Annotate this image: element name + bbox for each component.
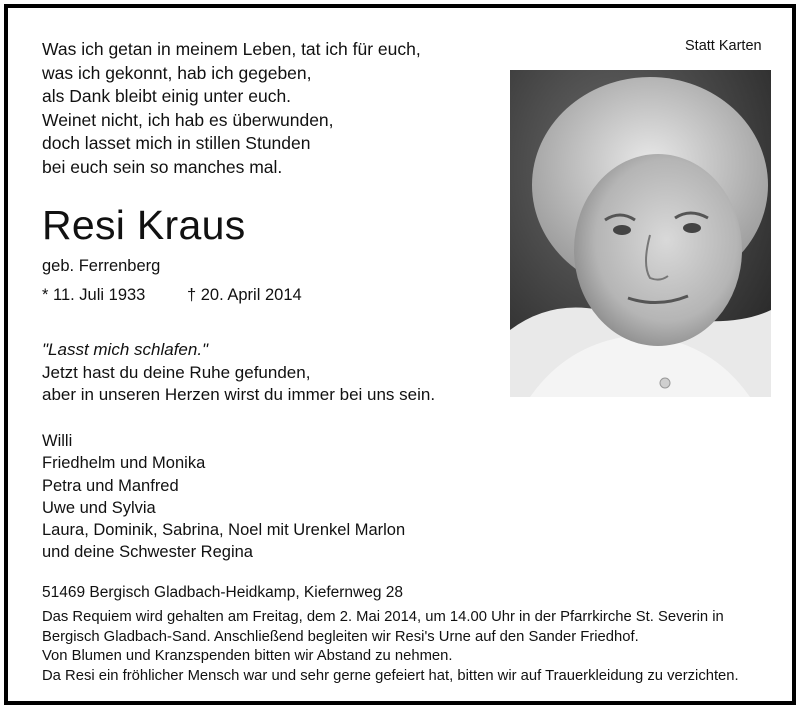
mourner-entry: Petra und Manfred bbox=[42, 476, 179, 495]
notice-line: Bergisch Gladbach-Sand. Anschließend begleiten wir Resi's Urne auf den Sander Friedhof. bbox=[42, 628, 639, 645]
quote-line: "Lasst mich schlafen." bbox=[42, 340, 209, 359]
mourner-entry: Friedhelm und Monika bbox=[42, 454, 206, 473]
poem-line: was ich gekonnt, hab ich gegeben, bbox=[42, 62, 312, 83]
memorial-quote bbox=[42, 339, 435, 407]
notice-line: Da Resi ein fröhlicher Mensch war und sehr gerne gefeiert hat, bitten wir auf Trauerkleidung zu verzichten. bbox=[42, 667, 739, 684]
poem-line: doch lasset mich in stillen Stunden bbox=[42, 133, 311, 154]
poem-line: Weinet nicht, ich hab es überwunden, bbox=[42, 109, 334, 130]
life-dates bbox=[42, 286, 302, 305]
portrait-image bbox=[510, 70, 771, 397]
mourner-entry: Laura, Dominik, Sabrina, Noel mit Urenkel Marlon bbox=[42, 521, 406, 540]
mourners-list bbox=[42, 430, 405, 564]
portrait-photo bbox=[510, 70, 771, 397]
poem-line: bei euch sein so manches mal. bbox=[42, 156, 283, 177]
deceased-name: Resi Kraus bbox=[42, 202, 246, 248]
poem-line: als Dank bleibt einig unter euch. bbox=[42, 86, 292, 107]
mourner-entry: Willi bbox=[42, 432, 73, 450]
notice-line: Das Requiem wird gehalten am Freitag, dem 2. Mai 2014, um 14.00 Uhr in der Pfarrkirche St. Severin in bbox=[42, 609, 724, 625]
quote-line: aber in unseren Herzen wirst du immer bei uns sein. bbox=[42, 385, 436, 404]
death-date: † 20. April 2014 bbox=[187, 286, 302, 304]
funeral-notice bbox=[42, 608, 739, 686]
notice-line: Von Blumen und Kranzspenden bitten wir Abstand zu nehmen. bbox=[42, 648, 453, 664]
poem-line: Was ich getan in meinem Leben, tat ich für euch, bbox=[42, 39, 421, 59]
mourner-entry: Uwe und Sylvia bbox=[42, 498, 156, 517]
poem bbox=[42, 38, 421, 180]
birth-date: * 11. Juli 1933 bbox=[42, 286, 146, 304]
obituary-frame bbox=[4, 4, 796, 705]
quote-line: Jetzt hast du deine Ruhe gefunden, bbox=[42, 362, 311, 382]
birth-name: geb. Ferrenberg bbox=[42, 257, 161, 275]
statt-karten-label: Statt Karten bbox=[685, 38, 762, 54]
family-address: 51469 Bergisch Gladbach-Heidkamp, Kiefernweg 28 bbox=[42, 584, 404, 601]
mourner-entry: und deine Schwester Regina bbox=[42, 543, 253, 562]
